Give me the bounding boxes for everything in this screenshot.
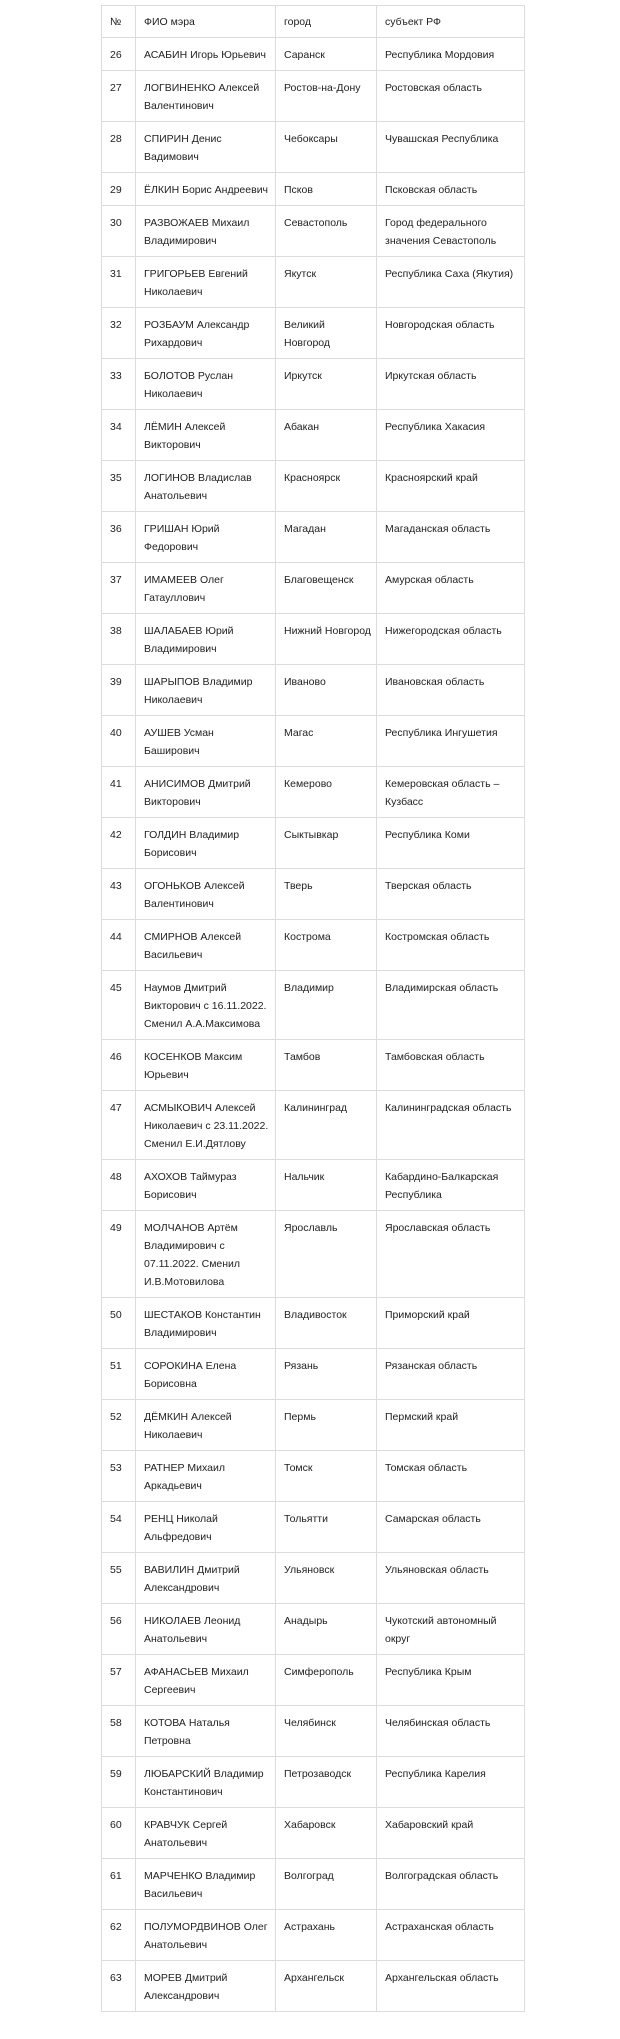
row-city: Томск <box>276 1451 377 1502</box>
row-region: Костромская область <box>377 920 525 971</box>
table-row <box>102 359 525 410</box>
table-row <box>102 122 525 173</box>
row-num: 58 <box>102 1706 136 1757</box>
row-mayor-name: АНИСИМОВ Дмитрий Викторович <box>136 767 276 818</box>
row-mayor-name: ГРИГОРЬЕВ Евгений Николаевич <box>136 257 276 308</box>
row-region: Пермский край <box>377 1400 525 1451</box>
header-region: субъект РФ <box>377 6 525 38</box>
row-region: Астраханская область <box>377 1910 525 1961</box>
row-mayor-name: ГРИШАН Юрий Федорович <box>136 512 276 563</box>
row-num: 56 <box>102 1604 136 1655</box>
row-region: Архангельская область <box>377 1961 525 2012</box>
row-city: Магадан <box>276 512 377 563</box>
row-region: Магаданская область <box>377 512 525 563</box>
table-row <box>102 1910 525 1961</box>
table-row <box>102 971 525 1040</box>
table-row <box>102 1706 525 1757</box>
row-region: Кабардино-Балкарская Республика <box>377 1160 525 1211</box>
row-city: Саранск <box>276 38 377 71</box>
table-row <box>102 1211 525 1298</box>
row-num: 46 <box>102 1040 136 1091</box>
row-mayor-name: СОРОКИНА Елена Борисовна <box>136 1349 276 1400</box>
table-row <box>102 512 525 563</box>
row-region: Республика Мордовия <box>377 38 525 71</box>
table-body <box>102 38 525 2012</box>
row-city: Калининград <box>276 1091 377 1160</box>
table-row <box>102 1655 525 1706</box>
row-city: Астрахань <box>276 1910 377 1961</box>
row-region: Чувашская Республика <box>377 122 525 173</box>
header-row <box>102 6 525 38</box>
row-region: Приморский край <box>377 1298 525 1349</box>
table-row <box>102 1040 525 1091</box>
row-city: Сыктывкар <box>276 818 377 869</box>
row-region: Ростовская область <box>377 71 525 122</box>
row-num: 62 <box>102 1910 136 1961</box>
row-region: Калининградская область <box>377 1091 525 1160</box>
row-num: 37 <box>102 563 136 614</box>
table-row <box>102 38 525 71</box>
table-row <box>102 1160 525 1211</box>
row-num: 60 <box>102 1808 136 1859</box>
table-row <box>102 614 525 665</box>
row-city: Анадырь <box>276 1604 377 1655</box>
row-city: Чебоксары <box>276 122 377 173</box>
table-row <box>102 206 525 257</box>
row-num: 34 <box>102 410 136 461</box>
table-row <box>102 1349 525 1400</box>
row-region: Иркутская область <box>377 359 525 410</box>
row-num: 30 <box>102 206 136 257</box>
row-region: Ульяновская область <box>377 1553 525 1604</box>
row-num: 55 <box>102 1553 136 1604</box>
row-num: 52 <box>102 1400 136 1451</box>
table-row <box>102 1298 525 1349</box>
row-num: 38 <box>102 614 136 665</box>
row-city: Нальчик <box>276 1160 377 1211</box>
row-region: Республика Коми <box>377 818 525 869</box>
row-city: Владивосток <box>276 1298 377 1349</box>
row-num: 48 <box>102 1160 136 1211</box>
row-city: Пермь <box>276 1400 377 1451</box>
row-city: Магас <box>276 716 377 767</box>
row-mayor-name: АСМЫКОВИЧ Алексей Николаевич с 23.11.2022. Сменил Е.И.Дятлову <box>136 1091 276 1160</box>
row-region: Томская область <box>377 1451 525 1502</box>
row-region: Хабаровский край <box>377 1808 525 1859</box>
row-mayor-name: АФАНАСЬЕВ Михаил Сергеевич <box>136 1655 276 1706</box>
row-num: 59 <box>102 1757 136 1808</box>
row-mayor-name: ГОЛДИН Владимир Борисович <box>136 818 276 869</box>
row-region: Амурская область <box>377 563 525 614</box>
row-num: 43 <box>102 869 136 920</box>
row-city: Красноярск <box>276 461 377 512</box>
row-city: Волгоград <box>276 1859 377 1910</box>
row-city: Якутск <box>276 257 377 308</box>
row-mayor-name: НИКОЛАЕВ Леонид Анатольевич <box>136 1604 276 1655</box>
table-row <box>102 1808 525 1859</box>
row-region: Нижегородская область <box>377 614 525 665</box>
row-region: Владимирская область <box>377 971 525 1040</box>
row-num: 42 <box>102 818 136 869</box>
table-row <box>102 1400 525 1451</box>
table-row <box>102 461 525 512</box>
row-num: 32 <box>102 308 136 359</box>
row-city: Челябинск <box>276 1706 377 1757</box>
row-city: Абакан <box>276 410 377 461</box>
row-mayor-name: ШЕСТАКОВ Константин Владимирович <box>136 1298 276 1349</box>
row-mayor-name: ЁЛКИН Борис Андреевич <box>136 173 276 206</box>
row-mayor-name: ИМАМЕЕВ Олег Гатауллович <box>136 563 276 614</box>
table-row <box>102 665 525 716</box>
row-region: Тверская область <box>377 869 525 920</box>
table-row <box>102 1502 525 1553</box>
table-row <box>102 410 525 461</box>
row-city: Петрозаводск <box>276 1757 377 1808</box>
row-city: Тверь <box>276 869 377 920</box>
row-region: Красноярский край <box>377 461 525 512</box>
mayors-table <box>101 5 525 2012</box>
row-city: Ростов-на-Дону <box>276 71 377 122</box>
row-mayor-name: РЕНЦ Николай Альфредович <box>136 1502 276 1553</box>
row-mayor-name: АСАБИН Игорь Юрьевич <box>136 38 276 71</box>
header-num: № <box>102 6 136 38</box>
row-mayor-name: ПОЛУМОРДВИНОВ Олег Анатольевич <box>136 1910 276 1961</box>
row-num: 28 <box>102 122 136 173</box>
table-header <box>102 6 525 38</box>
row-mayor-name: АУШЕВ Усман Баширович <box>136 716 276 767</box>
row-num: 33 <box>102 359 136 410</box>
row-mayor-name: Наумов Дмитрий Викторович с 16.11.2022. Сменил А.А.Максимова <box>136 971 276 1040</box>
row-num: 51 <box>102 1349 136 1400</box>
row-mayor-name: ЛЮБАРСКИЙ Владимир Константинович <box>136 1757 276 1808</box>
row-mayor-name: БОЛОТОВ Руслан Николаевич <box>136 359 276 410</box>
row-num: 31 <box>102 257 136 308</box>
table-row <box>102 71 525 122</box>
row-num: 29 <box>102 173 136 206</box>
row-region: Республика Крым <box>377 1655 525 1706</box>
row-region: Республика Саха (Якутия) <box>377 257 525 308</box>
row-num: 63 <box>102 1961 136 2012</box>
table-row <box>102 257 525 308</box>
row-mayor-name: ОГОНЬКОВ Алексей Валентинович <box>136 869 276 920</box>
row-city: Кемерово <box>276 767 377 818</box>
row-mayor-name: СМИРНОВ Алексей Васильевич <box>136 920 276 971</box>
table-row <box>102 173 525 206</box>
row-num: 50 <box>102 1298 136 1349</box>
row-city: Нижний Новгород <box>276 614 377 665</box>
row-mayor-name: КОСЕНКОВ Максим Юрьевич <box>136 1040 276 1091</box>
row-region: Новгородская область <box>377 308 525 359</box>
row-region: Чукотский автономный округ <box>377 1604 525 1655</box>
row-num: 27 <box>102 71 136 122</box>
row-mayor-name: ШАЛАБАЕВ Юрий Владимирович <box>136 614 276 665</box>
table-row <box>102 1757 525 1808</box>
row-mayor-name: ЛОГИНОВ Владислав Анатольевич <box>136 461 276 512</box>
row-mayor-name: КОТОВА Наталья Петровна <box>136 1706 276 1757</box>
header-city: город <box>276 6 377 38</box>
row-region: Ивановская область <box>377 665 525 716</box>
table-row <box>102 1091 525 1160</box>
table-row <box>102 1451 525 1502</box>
row-num: 47 <box>102 1091 136 1160</box>
row-region: Волгоградская область <box>377 1859 525 1910</box>
row-city: Кострома <box>276 920 377 971</box>
table-row <box>102 716 525 767</box>
table-row <box>102 767 525 818</box>
row-city: Тамбов <box>276 1040 377 1091</box>
row-mayor-name: КРАВЧУК Сергей Анатольевич <box>136 1808 276 1859</box>
row-mayor-name: МОЛЧАНОВ Артём Владимирович с 07.11.2022. Сменил И.В.Мотовилова <box>136 1211 276 1298</box>
row-num: 45 <box>102 971 136 1040</box>
row-region: Ярославская область <box>377 1211 525 1298</box>
row-city: Тольятти <box>276 1502 377 1553</box>
row-city: Иркутск <box>276 359 377 410</box>
row-city: Ульяновск <box>276 1553 377 1604</box>
row-mayor-name: РОЗБАУМ Александр Рихардович <box>136 308 276 359</box>
table-row <box>102 308 525 359</box>
row-mayor-name: ВАВИЛИН Дмитрий Александрович <box>136 1553 276 1604</box>
table-row <box>102 1859 525 1910</box>
row-mayor-name: РАТНЕР Михаил Аркадьевич <box>136 1451 276 1502</box>
row-num: 36 <box>102 512 136 563</box>
header-name: ФИО мэра <box>136 6 276 38</box>
row-num: 61 <box>102 1859 136 1910</box>
row-num: 41 <box>102 767 136 818</box>
row-city: Иваново <box>276 665 377 716</box>
table-row <box>102 920 525 971</box>
row-city: Хабаровск <box>276 1808 377 1859</box>
row-mayor-name: ДЁМКИН Алексей Николаевич <box>136 1400 276 1451</box>
row-mayor-name: ЛОГВИНЕНКО Алексей Валентинович <box>136 71 276 122</box>
table-row <box>102 1553 525 1604</box>
row-region: Самарская область <box>377 1502 525 1553</box>
row-num: 35 <box>102 461 136 512</box>
row-num: 26 <box>102 38 136 71</box>
row-city: Великий Новгород <box>276 308 377 359</box>
row-mayor-name: МАРЧЕНКО Владимир Васильевич <box>136 1859 276 1910</box>
table-row <box>102 869 525 920</box>
row-mayor-name: ЛЁМИН Алексей Викторович <box>136 410 276 461</box>
row-city: Владимир <box>276 971 377 1040</box>
row-num: 44 <box>102 920 136 971</box>
row-mayor-name: СПИРИН Денис Вадимович <box>136 122 276 173</box>
row-region: Республика Карелия <box>377 1757 525 1808</box>
row-city: Симферополь <box>276 1655 377 1706</box>
row-region: Рязанская область <box>377 1349 525 1400</box>
row-region: Челябинская область <box>377 1706 525 1757</box>
row-region: Республика Ингушетия <box>377 716 525 767</box>
row-mayor-name: РАЗВОЖАЕВ Михаил Владимирович <box>136 206 276 257</box>
row-city: Севастополь <box>276 206 377 257</box>
table-row <box>102 818 525 869</box>
row-num: 54 <box>102 1502 136 1553</box>
row-region: Псковская область <box>377 173 525 206</box>
row-mayor-name: ШАРЫПОВ Владимир Николаевич <box>136 665 276 716</box>
row-num: 39 <box>102 665 136 716</box>
row-region: Республика Хакасия <box>377 410 525 461</box>
row-mayor-name: АХОХОВ Таймураз Борисович <box>136 1160 276 1211</box>
row-num: 40 <box>102 716 136 767</box>
row-city: Благовещенск <box>276 563 377 614</box>
row-city: Ярославль <box>276 1211 377 1298</box>
row-num: 49 <box>102 1211 136 1298</box>
table-row <box>102 1961 525 2012</box>
row-region: Кемеровская область – Кузбасс <box>377 767 525 818</box>
row-city: Рязань <box>276 1349 377 1400</box>
row-city: Псков <box>276 173 377 206</box>
row-region: Тамбовская область <box>377 1040 525 1091</box>
table-row <box>102 1604 525 1655</box>
row-num: 53 <box>102 1451 136 1502</box>
table-row <box>102 563 525 614</box>
row-mayor-name: МОРЕВ Дмитрий Александрович <box>136 1961 276 2012</box>
row-city: Архангельск <box>276 1961 377 2012</box>
row-region: Город федерального значения Севастополь <box>377 206 525 257</box>
row-num: 57 <box>102 1655 136 1706</box>
